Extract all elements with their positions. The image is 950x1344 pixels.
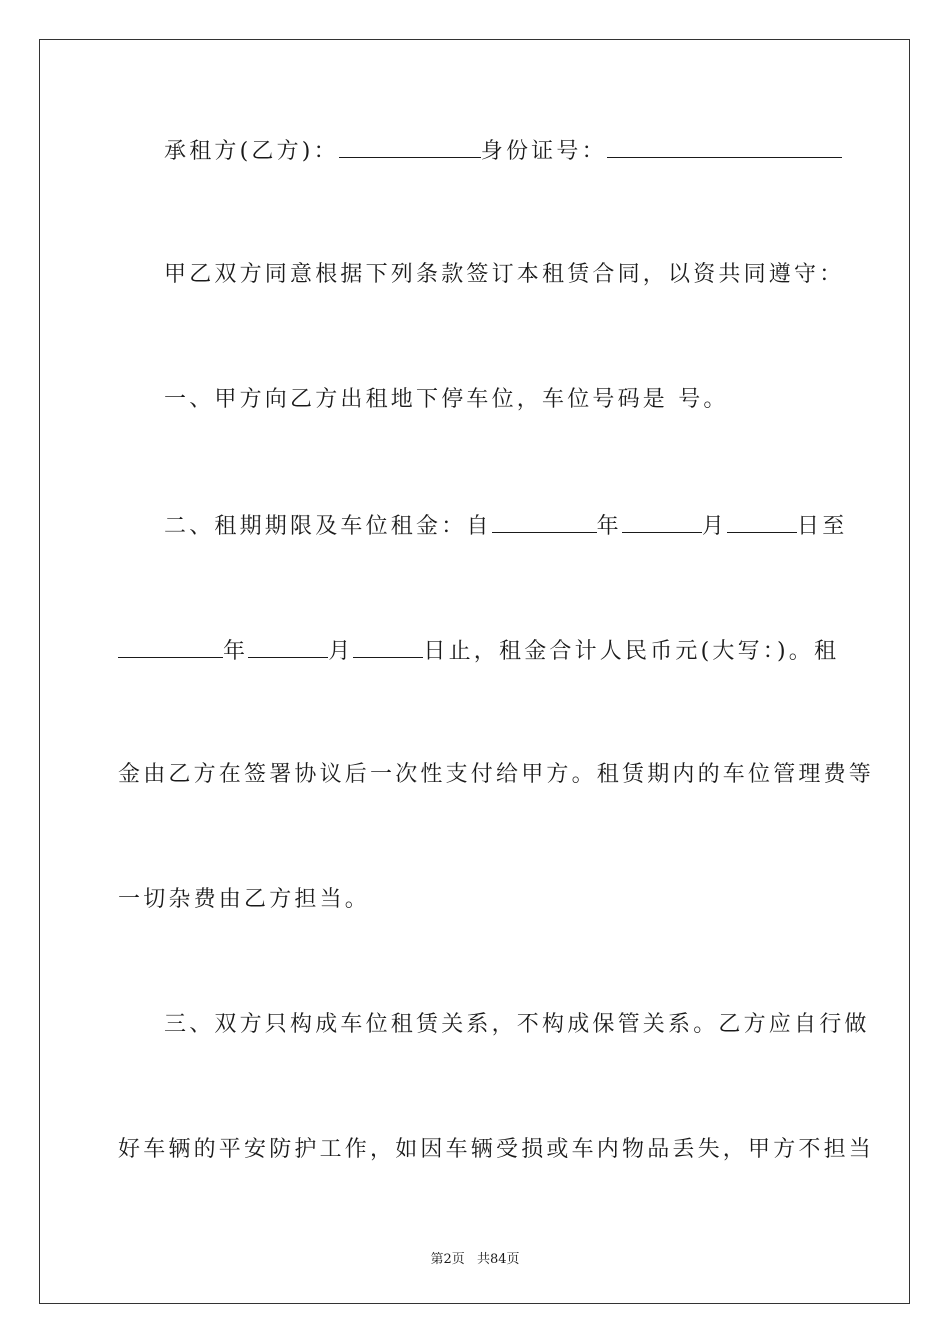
end-year-label: 年: [223, 639, 249, 664]
lessee-label: 承租方(乙方)：: [164, 139, 339, 164]
clause-3-text-b: 好车辆的平安防护工作，如因车辆受损或车内物品丢失，甲方不担当: [118, 1137, 875, 1162]
clause-2-line-2: [118, 635, 840, 667]
end-day-label: 日止，租金合计人民币元(大写：)。租: [423, 639, 840, 664]
agreement-intro-text: 甲乙双方同意根据下列条款签订本租赁合同，以资共同遵守：: [164, 262, 845, 287]
id-number-label: 身份证号：: [480, 139, 607, 164]
start-year-blank: [492, 510, 597, 533]
agreement-intro: [118, 260, 878, 290]
clause-1-text: 一、甲方向乙方出租地下停车位，车位号码是 号。: [164, 387, 729, 412]
clause-2-text-d: 一切杂费由乙方担当。: [118, 887, 371, 912]
clause-2-line-4: [118, 885, 832, 915]
clause-1: [118, 385, 878, 415]
start-day-label: 日至: [797, 514, 848, 539]
clause-3-line-2: [118, 1135, 875, 1165]
start-day-blank: [727, 510, 797, 533]
clause-3-text-a: 三、双方只构成车位租赁关系，不构成保管关系。乙方应自行做: [164, 1012, 870, 1037]
id-number-blank: [607, 135, 842, 158]
page-border: [39, 39, 910, 1304]
start-year-label: 年: [596, 514, 622, 539]
clause-2-text-a: 二、租期期限及车位租金：自: [164, 514, 492, 539]
clause-2-text-c: 金由乙方在签署协议后一次性支付给甲方。租赁期内的车位管理费等: [118, 762, 875, 787]
end-month-blank: [248, 635, 328, 658]
clause-2-line-3: [118, 760, 875, 790]
clause-3-line-1: [118, 1010, 878, 1040]
start-month-label: 月: [701, 514, 728, 539]
lessee-line: [118, 135, 878, 167]
start-month-blank: [622, 510, 702, 533]
lessee-name-blank: [339, 135, 481, 158]
clause-2-line-1: [118, 510, 878, 542]
page-footer: [0, 1248, 950, 1267]
end-year-blank: [118, 635, 223, 658]
end-month-label: 月: [328, 639, 354, 664]
page-number: 第2页: [430, 1252, 465, 1267]
end-day-blank: [353, 635, 423, 658]
total-pages: 共84页: [476, 1252, 520, 1267]
